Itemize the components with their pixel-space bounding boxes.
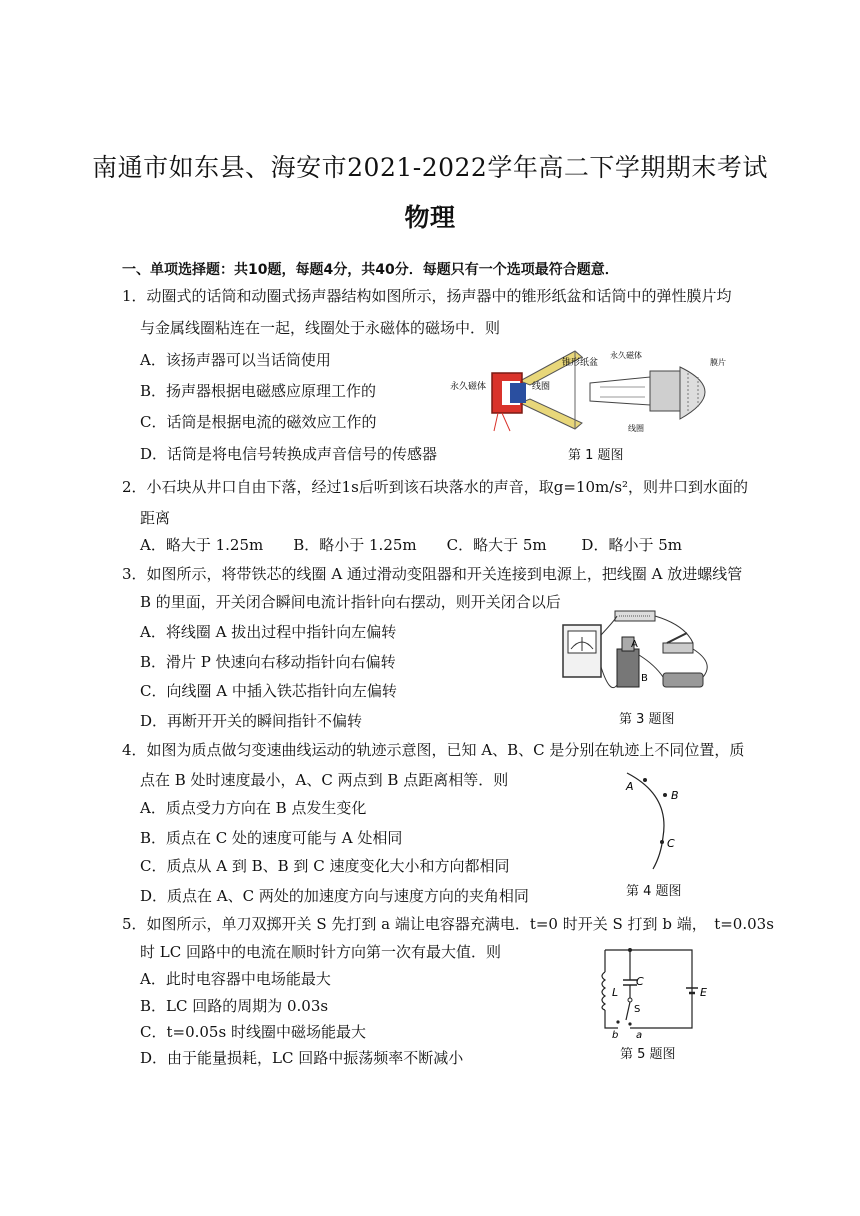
q4-fig-label-a: A	[626, 780, 634, 793]
q5-stem-line2: 时 LC 回路中的电流在顺时针方向第一次有最大值．则	[140, 943, 501, 961]
q5-option-d: D．由于能量损耗，LC 回路中振荡频率不断减小	[140, 1049, 464, 1067]
q3-option-a: A．将线圈 A 拔出过程中指针向左偏转	[140, 623, 397, 641]
q5-stem-line1: 5．如图所示，单刀双掷开关 S 先打到 a 端让电容器充满电．t=0 时开关 S 打到 b 端， t=0.03s	[122, 915, 774, 933]
q5-figure-caption: 第 5 题图	[620, 1047, 676, 1062]
q1-option-c: C．话筒是根据电流的磁效应工作的	[140, 413, 377, 431]
q1-fig-label-cone: 锥形纸盆	[562, 358, 599, 368]
q5-fig-label-a: a	[636, 1030, 643, 1038]
q1-option-a: A．该扬声器可以当话筒使用	[140, 351, 331, 369]
q4-fig-label-c: C	[667, 837, 675, 850]
q3-figure-caption: 第 3 题图	[619, 712, 675, 727]
q1-fig-label-mic-magnet: 永久磁体	[610, 351, 642, 360]
q1-stem-line2: 与金属线圈粘连在一起，线圈处于永磁体的磁场中．则	[140, 319, 501, 337]
q3-option-c: C．向线圈 A 中插入铁芯指针向左偏转	[140, 682, 397, 700]
q1-fig-label-magnet: 永久磁体	[450, 382, 487, 392]
q5-fig-label-b: b	[612, 1030, 619, 1038]
exam-title: 南通市如东县、海安市2021-2022学年高二下学期期末考试	[92, 153, 768, 182]
q3-fig-label-b: B	[641, 673, 648, 684]
q4-stem-line1: 4．如图为质点做匀变速曲线运动的轨迹示意图，已知 A、B、C 是分别在轨迹上不同位置，质	[122, 741, 745, 759]
q1-figure-caption: 第 1 题图	[568, 448, 624, 463]
q1-fig-label-diaphragm: 膜片	[710, 358, 726, 367]
q5-fig-label-c: C	[636, 975, 644, 988]
q2-stem-line1: 2．小石块从井口自由下落，经过1s后听到该石块落水的声音，取g=10m/s²，则井口到水面的	[122, 478, 749, 496]
q5-fig-label-s: S	[634, 1004, 641, 1015]
q5-option-c: C．t=0.05s 时线圈中磁场能最大	[140, 1023, 366, 1041]
q1-option-d: D．话筒是将电信号转换成声音信号的传感器	[140, 445, 438, 463]
q5-figure	[590, 942, 720, 1038]
q5-option-a: A．此时电容器中电场能最大	[140, 970, 331, 988]
q2-stem-line2: 距离	[140, 509, 171, 527]
q3-figure	[555, 605, 720, 697]
q4-figure-caption: 第 4 题图	[626, 884, 682, 899]
subject-title: 物理	[404, 203, 456, 232]
q1-figure	[450, 343, 740, 435]
q3-fig-label-a: A	[631, 639, 638, 650]
q4-figure	[615, 765, 695, 875]
q1-option-b: B．扬声器根据电磁感应原理工作的	[140, 382, 377, 400]
q3-option-d: D．再断开开关的瞬间指针不偏转	[140, 712, 363, 730]
q5-fig-label-l: L	[612, 986, 619, 999]
q4-option-c: C．质点从 A 到 B、B 到 C 速度变化大小和方向都相同	[140, 857, 510, 875]
section-heading: 一、单项选择题：共10题，每题4分，共40分．每题只有一个选项最符合题意．	[122, 262, 619, 278]
q4-option-b: B．质点在 C 处的速度可能与 A 处相同	[140, 829, 403, 847]
q1-stem-line1: 1．动圈式的话筒和动圈式扬声器结构如图所示，扬声器中的锥形纸盆和话筒中的弹性膜片均	[122, 287, 732, 305]
q4-option-d: D．质点在 A、C 两处的加速度方向与速度方向的夹角相同	[140, 887, 529, 905]
q5-option-b: B．LC 回路的周期为 0.03s	[140, 997, 329, 1015]
q5-fig-label-e: E	[700, 986, 707, 999]
q1-fig-label-mic-coil: 线圈	[628, 424, 644, 433]
q3-stem-line2: B 的里面，开关闭合瞬间电流计指针向右摆动，则开关闭合以后	[140, 593, 561, 611]
q2-options: A．略大于 1.25m B．略小于 1.25m C．略大于 5m D．略小于 5m	[140, 536, 682, 554]
q3-stem-line1: 3．如图所示，将带铁芯的线圈 A 通过滑动变阻器和开关连接到电源上，把线圈 A 放进螺线管	[122, 565, 743, 583]
q4-option-a: A．质点受力方向在 B 点发生变化	[140, 799, 367, 817]
q3-option-b: B．滑片 P 快速向右移动指针向右偏转	[140, 653, 396, 671]
q1-fig-label-coil: 线圈	[532, 382, 551, 392]
q4-stem-line2: 点在 B 处时速度最小，A、C 两点到 B 点距离相等．则	[140, 771, 509, 789]
q4-fig-label-b: B	[671, 789, 679, 802]
